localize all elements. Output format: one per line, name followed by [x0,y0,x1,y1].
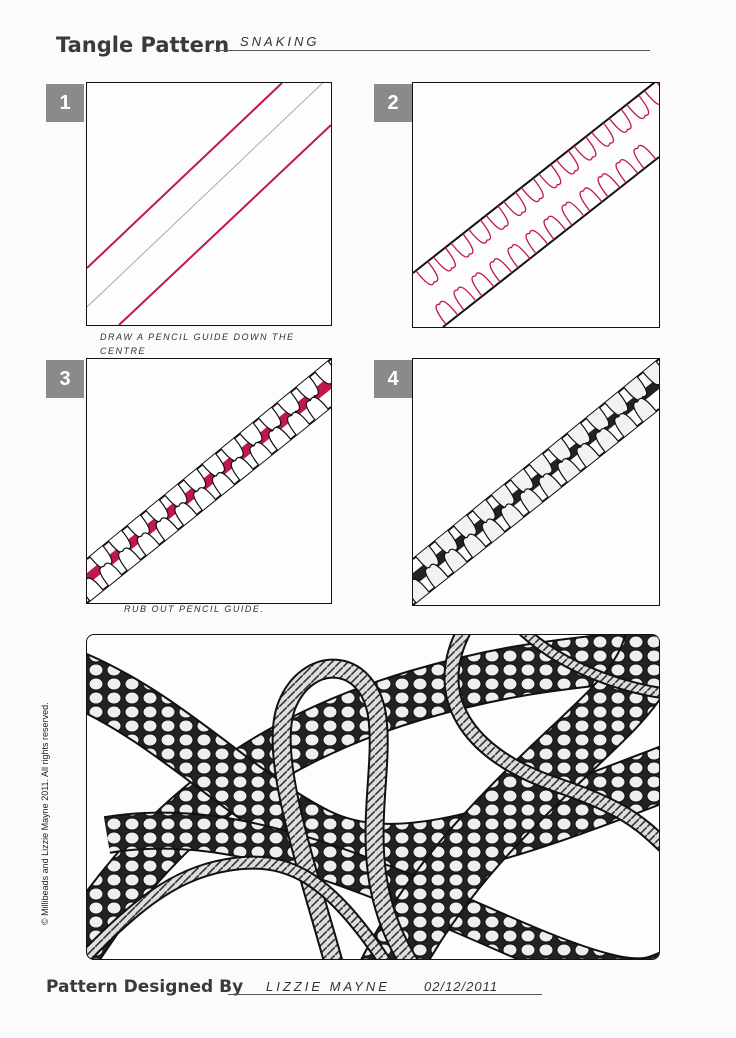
step-3-tile [86,358,332,604]
scallop-loop [544,216,566,239]
finished-tangle-tile [86,634,660,960]
step-1-tile [86,82,332,326]
scallop-loop [486,206,508,229]
step-2-badge: 2 [374,84,412,122]
scallop-loop [596,429,619,452]
scallop-loop [562,202,584,225]
scallop-loop [194,488,216,511]
scallop-loop [278,392,300,415]
scallop-loop [520,489,543,512]
step-3-drawing [87,359,331,603]
page-title: Tangle Pattern [56,33,230,57]
step-4-tile [412,358,660,606]
scallop-loop [539,164,561,187]
designer-label: Pattern Designed By [46,977,244,997]
step-2-tile [412,82,660,328]
scallop-loop [212,473,234,496]
scallop-loop [416,261,438,284]
scallop-loop [644,83,659,105]
scallop-loop [501,504,524,527]
step-4-badge: 4 [374,360,412,398]
designer-underline [228,994,542,995]
step-3-caption: RUB OUT PENCIL GUIDE. [124,604,265,614]
scallop-loop [444,549,467,572]
scallop-loop [490,259,512,282]
copyright-notice: © Millibeads and Lizzie Mayne 2011. All rights reserved. [40,702,50,925]
scallop-loop [482,519,505,542]
scallop-loop [529,454,552,477]
scallop-loop [567,423,590,446]
scallop-loop [598,174,620,197]
scallop-loop [433,248,455,271]
scallop-loop [558,459,581,482]
step-2-drawing [413,83,659,327]
scallop-loop [526,230,548,253]
designer-name: LIZZIE MAYNE [266,979,390,994]
scallop-loop [469,220,491,243]
scallop-loop [288,412,310,435]
step-1-caption: DRAW A PENCIL GUIDE DOWN THE CENTRE [100,332,295,356]
step-1-drawing [87,83,331,325]
scallop-loop [634,398,657,421]
scallop-loop [634,145,656,168]
scallop-loop [508,245,530,268]
scallop-loop [577,444,600,467]
scallop-loop [574,137,596,160]
scallop-loop [306,397,328,420]
scallop-loop [605,392,628,415]
scallop-loop [156,518,178,541]
pattern-name: SNAKING [240,34,320,49]
scallop-loop [250,442,272,465]
scallop-loop [521,178,543,201]
scallop-loop [580,188,602,211]
scallop-loop [548,438,571,461]
scallop-loop [451,234,473,257]
scallop-loop [627,95,649,118]
scallop-loop [609,109,631,132]
scallop-loop [175,503,197,526]
scallop-loop [615,413,638,436]
scallop-loop [259,407,281,430]
scallop-loop [463,534,486,557]
step-3-badge: 3 [46,360,84,398]
scallop-loop [119,548,141,571]
title-underline [214,50,650,51]
scallop-loop [539,474,562,497]
scallop-loop [624,377,647,400]
scallop-loop [137,533,159,556]
scallop-loop [592,123,614,146]
scallop-loop [504,192,526,215]
design-date: 02/12/2011 [424,979,499,994]
scallop-loop [556,151,578,174]
scallop-loop [231,458,253,481]
scallop-loop [100,563,122,586]
finished-tangle-drawing [87,635,659,959]
step-4-drawing [413,359,659,605]
scallop-loop [296,377,318,400]
scallop-loop [269,427,291,450]
step-1-badge: 1 [46,84,84,122]
scallop-loop [586,407,609,430]
scallop-loop [616,160,638,183]
scallop-loop [436,301,458,324]
scallop-loop [472,273,494,296]
scallop-loop [425,564,448,587]
scallop-loop [454,287,476,310]
